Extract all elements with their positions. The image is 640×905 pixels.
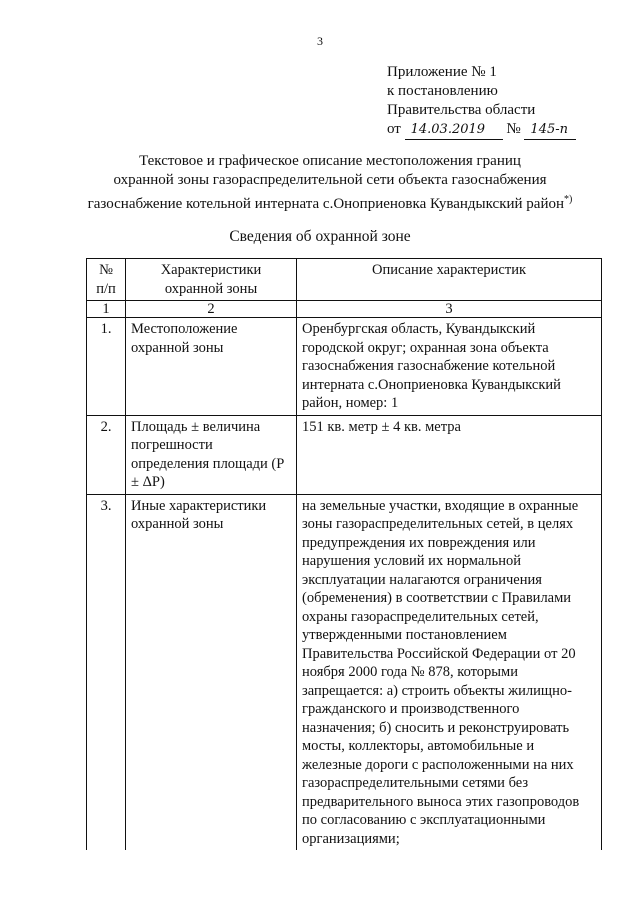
title-line-2: охранной зоны газораспределительной сети объекта газоснабжения [113,172,547,188]
resolution-number: 145-п [524,120,576,140]
header-cell-number: № п/п [87,259,126,301]
row-characteristic: Площадь ± величина погрешности определения площади (P ± ΔP) [126,415,297,494]
table-row [87,318,602,416]
header-cell-characteristic: Характеристики охранной зоны [126,259,297,301]
appendix-line-3: Правительства области [387,102,536,118]
numbering-cell: 1 [87,301,126,318]
appendix-block [387,63,576,140]
header-cell-description: Описание характеристик [297,259,602,301]
row-description: Оренбургская область, Кувандыкский городской округ; охранная зона объекта газоснабжения газоснабжение котельной интерната с.Оноприеновка Кувандыкский район, номер: 1 [297,318,602,416]
table-row [87,494,602,850]
from-prefix: от [387,121,401,137]
document-title [70,152,590,214]
appendix-line-1: Приложение № 1 [387,64,497,80]
appendix-date-line [387,120,576,140]
numbering-cell: 2 [126,301,297,318]
resolution-date: 14.03.2019 [405,120,503,140]
table-numbering-row [87,301,602,318]
page-number: 3 [317,34,323,48]
table-header-row [87,259,602,301]
numbering-cell: 3 [297,301,602,318]
table-row [87,415,602,494]
section-subtitle: Сведения об охранной зоне [229,228,411,245]
row-characteristic: Местоположение охранной зоны [126,318,297,416]
title-line-3 [70,190,590,214]
number-prefix: № [506,121,521,137]
row-description: на земельные участки, входящие в охранные зоны газораспределительных сетей, в целях предупреждения их повреждения или нарушения условий их нормальной эксплуатации налагаются ограничения (обременения) в соответствии с Правилами охраны газораспределительных сетей, утвержденными постановлением Правительства Российской Федерации от 20 ноября 2000 года № 878, которыми запрещается: а) строить объекты жилищно-гражданского и производственного назначения; б) сносить и реконструировать мосты, коллекторы, автомобильные и железные дороги с расположенными на них газораспределительными сетями без предварительного выноса этих газопроводов по согласованию с эксплуатационными организациями; [297,494,602,850]
title-line-3-text: газоснабжение котельной интерната с.Оноприеновка Кувандыкский район [87,196,565,212]
row-number: 2. [87,415,126,494]
appendix-line-2: к постановлению [387,83,498,99]
row-characteristic: Иные характеристики охранной зоны [126,494,297,850]
zone-info-table [86,258,602,850]
row-description: 151 кв. метр ± 4 кв. метра [297,415,602,494]
title-line-1: Текстовое и графическое описание местоположения границ [139,153,521,169]
footnote-mark: *) [564,194,573,205]
row-number: 1. [87,318,126,416]
row-number: 3. [87,494,126,850]
